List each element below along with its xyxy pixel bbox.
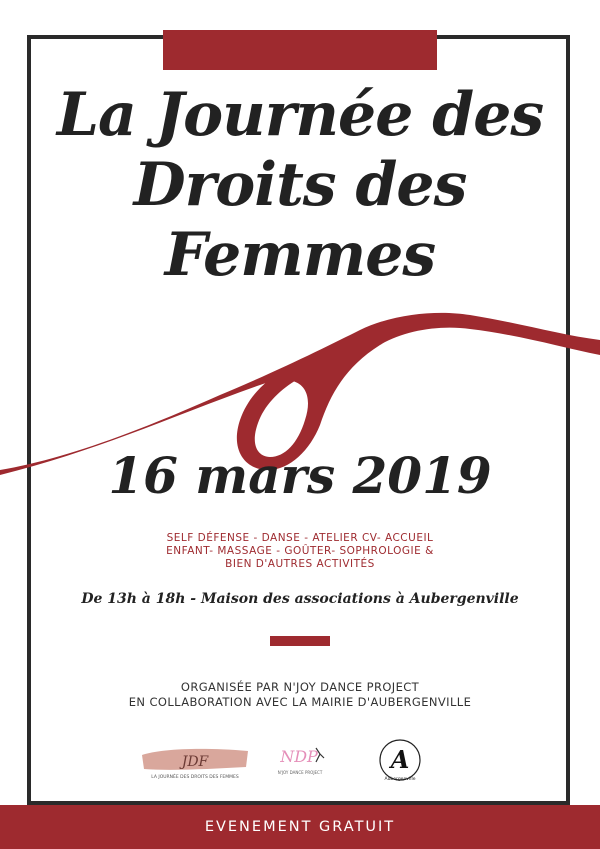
aubergenville-logo-mark: A (390, 745, 410, 774)
jdf-logo (140, 745, 250, 785)
title-line-1: La Journée des (56, 80, 544, 150)
event-date: 16 mars 2019 (108, 446, 492, 505)
activities-list (0, 532, 600, 571)
organizers-text (0, 680, 600, 710)
aubergenville-logo-caption: Aubergenville (384, 777, 416, 782)
free-event-banner: EVENEMENT GRATUIT (0, 805, 600, 849)
poster-title (0, 80, 600, 290)
activities-line-2: ENFANT- MASSAGE - GOÛTER- SOPHROLOGIE & (166, 545, 434, 557)
title-line-3: Femmes (164, 220, 436, 290)
organizers-line-1: ORGANISÉE PAR N'JOY DANCE PROJECT (180, 680, 420, 694)
activities-line-1: SELF DÉFENSE - DANSE - ATELIER CV- ACCUEIL (166, 532, 434, 544)
top-accent-bar (163, 30, 437, 70)
jdf-logo-mark: JDF (181, 754, 209, 770)
ndp-logo (272, 740, 332, 782)
organizers-line-2: EN COLLABORATION AVEC LA MAIRIE D'AUBERGENVILLE (128, 695, 472, 709)
jdf-logo-caption: LA JOURNÉE DES DROITS DES FEMMES (151, 775, 239, 780)
title-line-2: Droits des (133, 150, 467, 220)
ndp-logo-caption: N'JOY DANCE PROJECT (277, 770, 323, 775)
event-schedule: De 13h à 18h - Maison des associations à Aubergenville (81, 591, 519, 607)
ndp-logo-mark: NDP (280, 747, 318, 766)
aubergenville-logo (375, 735, 425, 785)
activities-line-3: BIEN D'AUTRES ACTIVITÉS (225, 558, 375, 570)
divider-bar (270, 636, 330, 646)
